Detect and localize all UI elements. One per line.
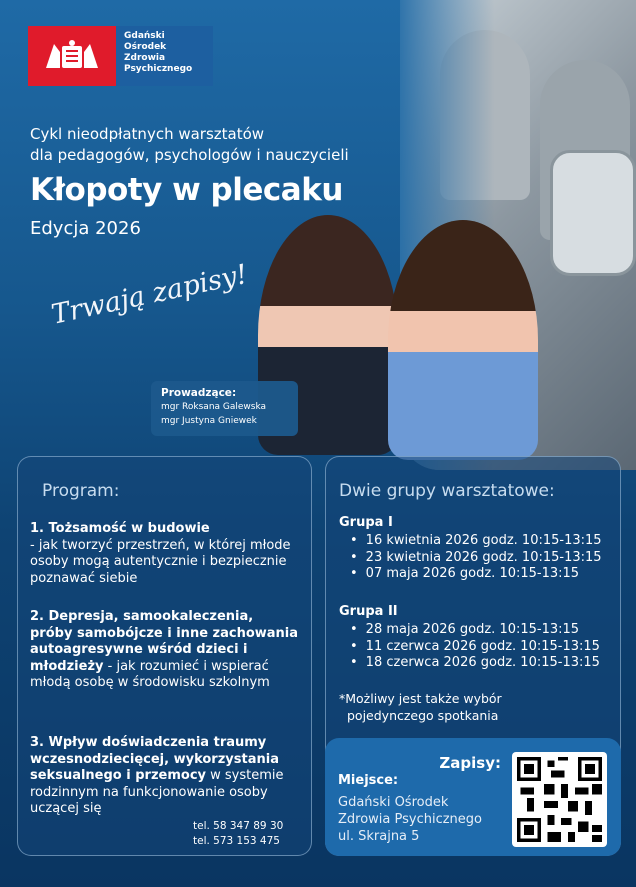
place-label: Miejsce: xyxy=(338,773,399,788)
organization-name-line: Ośrodek xyxy=(124,42,167,52)
leader-name: mgr Roksana Galewska xyxy=(161,402,267,412)
organization-name xyxy=(116,26,200,86)
program-item-2 xyxy=(30,609,300,692)
group-2-dates xyxy=(350,622,600,672)
phone-numbers xyxy=(193,819,283,849)
qr-code-icon[interactable] xyxy=(512,752,607,847)
phone-number: tel. 58 347 89 30 xyxy=(193,820,284,832)
note-line: *Możliwy jest także wybór xyxy=(339,691,502,706)
date-item: • 11 czerwca 2026 godz. 10:15-13:15 xyxy=(350,639,600,656)
date-item: • 18 czerwca 2026 godz. 10:15-13:15 xyxy=(350,655,600,672)
address-line: ul. Skrajna 5 xyxy=(338,829,420,844)
signup-open-script: Trwają zapisy! xyxy=(48,258,251,331)
program-item-text: - jak rozumieć i wspierać młodą osobę w środowisku szkolnym xyxy=(30,658,270,690)
program-item-3 xyxy=(30,735,300,818)
date-item: • 07 maja 2026 godz. 10:15-13:15 xyxy=(350,566,602,583)
program-item-title: 2. Depresja, samookaleczenia, próby samobójcze i inne zachowania autoagresywne wśród dzieci i młodzieży xyxy=(30,609,299,674)
program-item-text: w systemie rodzinnym na funkcjonowanie osoby uczącej się xyxy=(30,768,284,816)
single-meeting-note xyxy=(339,690,502,724)
organization-name-line: Gdański xyxy=(124,31,165,41)
edition-label: Edycja 2026 xyxy=(30,218,141,239)
program-heading: Program: xyxy=(42,481,120,501)
note-line: pojedynczego spotkania xyxy=(347,708,499,723)
group-2-label: Grupa II xyxy=(339,604,398,619)
intro-line: dla pedagogów, psychologów i nauczycieli xyxy=(30,146,349,164)
poster-title: Kłopoty w plecaku xyxy=(30,172,343,208)
organization-name-line: Zdrowia xyxy=(124,53,166,63)
program-item-1 xyxy=(30,521,300,587)
address xyxy=(338,794,482,845)
address-line: Gdański Ośrodek xyxy=(338,795,449,810)
leaders-box: Prowadzące: mgr Roksana Galewska mgr Justyna Gniewek xyxy=(151,381,298,436)
group-1-dates xyxy=(350,533,602,583)
program-item-text: - jak tworzyć przestrzeń, w której młode osoby mogą autentycznie i bezpiecznie poznawać siebie xyxy=(30,537,291,586)
program-item-title: 1. Tożsamość w budowie xyxy=(30,521,210,536)
organization-logo xyxy=(28,26,213,86)
presenter-photo-2 xyxy=(388,220,538,460)
address-line: Zdrowia Psychicznego xyxy=(338,812,483,827)
lion-crest-icon xyxy=(28,26,116,86)
groups-heading: Dwie grupy warsztatowe: xyxy=(339,481,555,501)
organization-name-line: Psychicznego xyxy=(124,64,193,74)
intro-line: Cykl nieodpłatnych warsztatów xyxy=(30,125,265,143)
registration-label: Zapisy: xyxy=(439,754,501,772)
leader-name: mgr Justyna Gniewek xyxy=(161,416,257,426)
leaders-heading: Prowadzące xyxy=(161,387,232,399)
program-item-title: 3. Wpływ doświadczenia traumy wczesnodziecięcej, wykorzystania seksualnego i przemocy xyxy=(30,735,279,783)
date-item: • 28 maja 2026 godz. 10:15-13:15 xyxy=(350,622,600,639)
group-1-label: Grupa I xyxy=(339,515,393,530)
phone-number: tel. 573 153 475 xyxy=(193,835,280,847)
date-item: • 23 kwietnia 2026 godz. 10:15-13:15 xyxy=(350,550,602,567)
intro-text xyxy=(30,124,349,166)
date-item: • 16 kwietnia 2026 godz. 10:15-13:15 xyxy=(350,533,602,550)
